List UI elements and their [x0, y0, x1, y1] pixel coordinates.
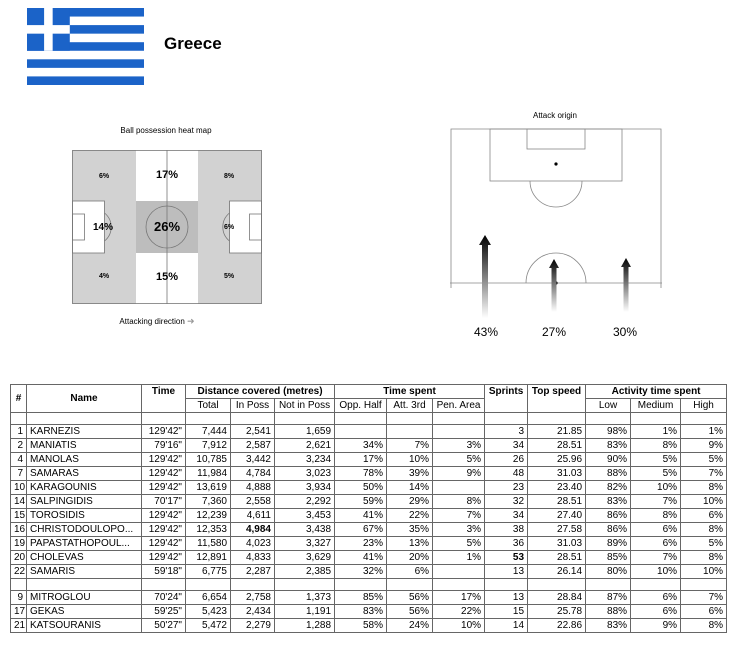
activity-medium: 10% — [631, 565, 681, 579]
spacer-row — [11, 579, 727, 591]
player-name: CHOLEVAS — [27, 551, 142, 565]
spacer-cell — [275, 579, 335, 591]
time-att-3rd: 24% — [387, 619, 433, 633]
attacking-direction-label — [110, 316, 204, 327]
spacer-cell — [231, 413, 275, 425]
time-att-3rd — [387, 425, 433, 439]
activity-high: 1% — [681, 425, 727, 439]
distance-total: 12,239 — [186, 509, 231, 523]
activity-high: 7% — [681, 591, 727, 605]
activity-low: 89% — [586, 537, 631, 551]
player-number: 7 — [11, 467, 27, 481]
top-speed: 26.14 — [528, 565, 586, 579]
subheader-pen-area: Pen. Area — [433, 399, 485, 413]
player-name: SALPINGIDIS — [27, 495, 142, 509]
spacer-cell — [631, 413, 681, 425]
sprints: 13 — [485, 565, 528, 579]
header-top-speed: Top speed — [528, 385, 586, 413]
distance-total: 6,775 — [186, 565, 231, 579]
distance-total: 7,444 — [186, 425, 231, 439]
time-pen-area — [433, 481, 485, 495]
player-number: 15 — [11, 509, 27, 523]
activity-low: 86% — [586, 523, 631, 537]
header-sprints: Sprints — [485, 385, 528, 413]
heatmap-pitch — [72, 150, 262, 304]
attack-right-value: 30% — [612, 325, 638, 339]
spacer-cell — [186, 579, 231, 591]
table-row — [11, 565, 727, 579]
activity-low: 82% — [586, 481, 631, 495]
top-speed: 27.58 — [528, 523, 586, 537]
activity-medium: 6% — [631, 591, 681, 605]
zone-center-middle: 26% — [153, 219, 181, 234]
distance-total: 7,360 — [186, 495, 231, 509]
subheader-medium: Medium — [631, 399, 681, 413]
activity-high: 5% — [681, 453, 727, 467]
player-time: 79'16" — [142, 439, 186, 453]
top-speed: 25.78 — [528, 605, 586, 619]
time-opp-half: 83% — [335, 605, 387, 619]
spacer-cell — [433, 413, 485, 425]
time-opp-half: 23% — [335, 537, 387, 551]
distance-in-poss: 2,587 — [231, 439, 275, 453]
distance-not-in-poss: 2,621 — [275, 439, 335, 453]
player-number: 14 — [11, 495, 27, 509]
player-name: SAMARAS — [27, 467, 142, 481]
time-att-3rd: 39% — [387, 467, 433, 481]
distance-not-in-poss: 2,292 — [275, 495, 335, 509]
arrow-right-icon: ➜ — [187, 316, 195, 326]
zone-left-top: 6% — [98, 173, 110, 180]
activity-low: 83% — [586, 495, 631, 509]
activity-low: 88% — [586, 467, 631, 481]
distance-not-in-poss: 3,023 — [275, 467, 335, 481]
activity-low: 88% — [586, 605, 631, 619]
distance-not-in-poss: 3,234 — [275, 453, 335, 467]
zone-left-bottom: 4% — [98, 273, 110, 280]
activity-medium: 1% — [631, 425, 681, 439]
distance-not-in-poss: 3,453 — [275, 509, 335, 523]
distance-not-in-poss: 2,385 — [275, 565, 335, 579]
time-opp-half: 85% — [335, 591, 387, 605]
player-name: PAPASTATHOPOUL... — [27, 537, 142, 551]
activity-high: 7% — [681, 467, 727, 481]
player-time: 129'42" — [142, 467, 186, 481]
table-row — [11, 425, 727, 439]
attack-center-value: 27% — [541, 325, 567, 339]
player-number: 10 — [11, 481, 27, 495]
activity-medium: 6% — [631, 537, 681, 551]
header-time: Time — [142, 385, 186, 413]
activity-medium: 7% — [631, 495, 681, 509]
player-time: 129'42" — [142, 453, 186, 467]
player-number: 22 — [11, 565, 27, 579]
player-number: 19 — [11, 537, 27, 551]
team-name: Greece — [164, 34, 222, 53]
time-opp-half: 58% — [335, 619, 387, 633]
time-pen-area: 22% — [433, 605, 485, 619]
distance-not-in-poss: 1,659 — [275, 425, 335, 439]
spacer-cell — [142, 413, 186, 425]
time-opp-half: 50% — [335, 481, 387, 495]
attack-arrow-center — [549, 259, 559, 312]
spacer-cell — [186, 413, 231, 425]
distance-total: 5,423 — [186, 605, 231, 619]
player-time: 59'18" — [142, 565, 186, 579]
top-speed: 27.40 — [528, 509, 586, 523]
spacer-cell — [631, 579, 681, 591]
distance-not-in-poss: 1,288 — [275, 619, 335, 633]
distance-in-poss: 4,611 — [231, 509, 275, 523]
distance-not-in-poss: 3,934 — [275, 481, 335, 495]
distance-in-poss: 4,888 — [231, 481, 275, 495]
sprints: 14 — [485, 619, 528, 633]
player-name: KARAGOUNIS — [27, 481, 142, 495]
player-time: 129'42" — [142, 551, 186, 565]
player-time: 129'42" — [142, 537, 186, 551]
top-speed: 28.51 — [528, 439, 586, 453]
subheader-att-3rd: Att. 3rd — [387, 399, 433, 413]
table-row — [11, 619, 727, 633]
distance-in-poss: 2,558 — [231, 495, 275, 509]
spacer-cell — [27, 579, 142, 591]
player-number: 4 — [11, 453, 27, 467]
activity-high: 8% — [681, 481, 727, 495]
spacer-cell — [11, 579, 27, 591]
time-att-3rd: 13% — [387, 537, 433, 551]
activity-medium: 6% — [631, 523, 681, 537]
time-opp-half: 41% — [335, 551, 387, 565]
spacer-cell — [387, 413, 433, 425]
sprints: 15 — [485, 605, 528, 619]
zone-right-bottom: 5% — [223, 273, 235, 280]
player-name: KATSOURANIS — [27, 619, 142, 633]
time-opp-half: 78% — [335, 467, 387, 481]
attack-left-value: 43% — [473, 325, 499, 339]
distance-not-in-poss: 1,373 — [275, 591, 335, 605]
distance-in-poss: 4,784 — [231, 467, 275, 481]
spacer-cell — [528, 413, 586, 425]
distance-total: 12,891 — [186, 551, 231, 565]
activity-high: 8% — [681, 551, 727, 565]
header-time-spent: Time spent — [335, 385, 485, 399]
header-number: # — [11, 385, 27, 413]
player-stats-table — [10, 384, 727, 633]
subheader-opp-half: Opp. Half — [335, 399, 387, 413]
player-number: 20 — [11, 551, 27, 565]
sprints: 3 — [485, 425, 528, 439]
time-opp-half: 59% — [335, 495, 387, 509]
time-opp-half: 67% — [335, 523, 387, 537]
activity-high: 6% — [681, 509, 727, 523]
distance-not-in-poss: 3,438 — [275, 523, 335, 537]
activity-low: 86% — [586, 509, 631, 523]
distance-in-poss: 2,541 — [231, 425, 275, 439]
spacer-cell — [433, 579, 485, 591]
distance-in-poss: 4,023 — [231, 537, 275, 551]
table-row — [11, 523, 727, 537]
sprints: 34 — [485, 439, 528, 453]
player-name: CHRISTODOULOPO... — [27, 523, 142, 537]
time-opp-half: 41% — [335, 509, 387, 523]
time-pen-area: 5% — [433, 537, 485, 551]
time-att-3rd: 29% — [387, 495, 433, 509]
spacer-cell — [142, 579, 186, 591]
top-speed: 21.85 — [528, 425, 586, 439]
player-time: 129'42" — [142, 523, 186, 537]
activity-low: 87% — [586, 591, 631, 605]
time-pen-area: 9% — [433, 467, 485, 481]
player-name: MANOLAS — [27, 453, 142, 467]
activity-low: 80% — [586, 565, 631, 579]
time-opp-half: 32% — [335, 565, 387, 579]
distance-in-poss: 4,833 — [231, 551, 275, 565]
activity-high: 5% — [681, 537, 727, 551]
activity-medium: 6% — [631, 605, 681, 619]
player-name: MANIATIS — [27, 439, 142, 453]
spacer-cell — [681, 413, 727, 425]
time-pen-area: 5% — [433, 453, 485, 467]
top-speed: 22.86 — [528, 619, 586, 633]
spacer-row — [11, 413, 727, 425]
sprints: 34 — [485, 509, 528, 523]
player-time: 50'27" — [142, 619, 186, 633]
player-time: 129'42" — [142, 425, 186, 439]
player-number: 9 — [11, 591, 27, 605]
table-row — [11, 551, 727, 565]
player-time: 129'42" — [142, 509, 186, 523]
time-pen-area: 3% — [433, 439, 485, 453]
spacer-cell — [681, 579, 727, 591]
activity-low: 90% — [586, 453, 631, 467]
spacer-cell — [11, 413, 27, 425]
activity-medium: 9% — [631, 619, 681, 633]
spacer-cell — [586, 579, 631, 591]
zone-center-bottom: 15% — [155, 271, 179, 283]
greece-flag — [27, 8, 144, 85]
distance-total: 6,654 — [186, 591, 231, 605]
activity-low: 85% — [586, 551, 631, 565]
time-pen-area — [433, 425, 485, 439]
table-row — [11, 467, 727, 481]
player-name: TOROSIDIS — [27, 509, 142, 523]
activity-medium: 8% — [631, 509, 681, 523]
spacer-cell — [231, 579, 275, 591]
top-speed: 28.51 — [528, 551, 586, 565]
distance-total: 10,785 — [186, 453, 231, 467]
table-row — [11, 537, 727, 551]
time-pen-area: 1% — [433, 551, 485, 565]
activity-low: 83% — [586, 439, 631, 453]
distance-total: 13,619 — [186, 481, 231, 495]
activity-high: 8% — [681, 619, 727, 633]
distance-total: 12,353 — [186, 523, 231, 537]
activity-high: 10% — [681, 495, 727, 509]
time-att-3rd: 10% — [387, 453, 433, 467]
distance-total: 11,984 — [186, 467, 231, 481]
subheader-in-poss: In Poss — [231, 399, 275, 413]
time-pen-area: 3% — [433, 523, 485, 537]
activity-low: 98% — [586, 425, 631, 439]
attack-arrow-left — [479, 235, 491, 318]
activity-medium: 5% — [631, 453, 681, 467]
spacer-cell — [485, 579, 528, 591]
time-att-3rd: 56% — [387, 591, 433, 605]
spacer-cell — [528, 579, 586, 591]
table-row — [11, 495, 727, 509]
time-opp-half: 17% — [335, 453, 387, 467]
attack-origin-pitch — [450, 128, 662, 348]
header-activity: Activity time spent — [586, 385, 727, 399]
spacer-cell — [335, 413, 387, 425]
distance-in-poss: 4,984 — [231, 523, 275, 537]
top-speed: 25.96 — [528, 453, 586, 467]
distance-in-poss: 2,434 — [231, 605, 275, 619]
distance-total: 7,912 — [186, 439, 231, 453]
player-time: 129'42" — [142, 481, 186, 495]
distance-in-poss: 2,287 — [231, 565, 275, 579]
distance-total: 5,472 — [186, 619, 231, 633]
table-row — [11, 481, 727, 495]
time-pen-area: 7% — [433, 509, 485, 523]
top-speed: 23.40 — [528, 481, 586, 495]
activity-medium: 8% — [631, 439, 681, 453]
heatmap-title: Ball possession heat map — [120, 126, 212, 135]
activity-low: 83% — [586, 619, 631, 633]
time-att-3rd: 7% — [387, 439, 433, 453]
player-number: 2 — [11, 439, 27, 453]
spacer-cell — [586, 413, 631, 425]
zone-right-middle: 6% — [223, 224, 235, 231]
activity-high: 10% — [681, 565, 727, 579]
player-number: 16 — [11, 523, 27, 537]
activity-medium: 5% — [631, 467, 681, 481]
player-name: MITROGLOU — [27, 591, 142, 605]
attacking-direction-text: Attacking direction — [119, 317, 185, 326]
player-time: 59'25" — [142, 605, 186, 619]
subheader-low: Low — [586, 399, 631, 413]
top-speed: 28.84 — [528, 591, 586, 605]
activity-medium: 10% — [631, 481, 681, 495]
time-att-3rd: 14% — [387, 481, 433, 495]
spacer-cell — [335, 579, 387, 591]
player-number: 21 — [11, 619, 27, 633]
table-row — [11, 453, 727, 467]
activity-high: 9% — [681, 439, 727, 453]
activity-high: 8% — [681, 523, 727, 537]
spacer-cell — [275, 413, 335, 425]
subheader-not-in-poss: Not in Poss — [275, 399, 335, 413]
sprints: 32 — [485, 495, 528, 509]
sprints: 53 — [485, 551, 528, 565]
top-speed: 31.03 — [528, 467, 586, 481]
activity-medium: 7% — [631, 551, 681, 565]
distance-in-poss: 2,758 — [231, 591, 275, 605]
distance-in-poss: 2,279 — [231, 619, 275, 633]
sprints: 48 — [485, 467, 528, 481]
sprints: 23 — [485, 481, 528, 495]
time-opp-half — [335, 425, 387, 439]
player-time: 70'24" — [142, 591, 186, 605]
table-row — [11, 591, 727, 605]
zone-left-middle: 14% — [92, 222, 114, 233]
sprints: 38 — [485, 523, 528, 537]
header-name: Name — [27, 385, 142, 413]
time-pen-area: 8% — [433, 495, 485, 509]
time-att-3rd: 35% — [387, 523, 433, 537]
player-time: 70'17" — [142, 495, 186, 509]
time-att-3rd: 20% — [387, 551, 433, 565]
player-name: SAMARIS — [27, 565, 142, 579]
distance-not-in-poss: 1,191 — [275, 605, 335, 619]
header-distance: Distance covered (metres) — [186, 385, 335, 399]
time-opp-half: 34% — [335, 439, 387, 453]
sprints: 36 — [485, 537, 528, 551]
distance-not-in-poss: 3,327 — [275, 537, 335, 551]
player-name: GEKAS — [27, 605, 142, 619]
zone-center-top: 17% — [155, 169, 179, 181]
table-row — [11, 605, 727, 619]
time-pen-area — [433, 565, 485, 579]
subheader-total: Total — [186, 399, 231, 413]
distance-not-in-poss: 3,629 — [275, 551, 335, 565]
distance-total: 11,580 — [186, 537, 231, 551]
time-pen-area: 10% — [433, 619, 485, 633]
time-att-3rd: 22% — [387, 509, 433, 523]
time-att-3rd: 6% — [387, 565, 433, 579]
subheader-high: High — [681, 399, 727, 413]
top-speed: 28.51 — [528, 495, 586, 509]
time-att-3rd: 56% — [387, 605, 433, 619]
spacer-cell — [387, 579, 433, 591]
zone-right-top: 8% — [223, 173, 235, 180]
distance-in-poss: 3,442 — [231, 453, 275, 467]
player-name: KARNEZIS — [27, 425, 142, 439]
table-row — [11, 439, 727, 453]
activity-high: 6% — [681, 605, 727, 619]
table-row — [11, 509, 727, 523]
time-pen-area: 17% — [433, 591, 485, 605]
player-number: 17 — [11, 605, 27, 619]
top-speed: 31.03 — [528, 537, 586, 551]
sprints: 26 — [485, 453, 528, 467]
spacer-cell — [27, 413, 142, 425]
spacer-cell — [485, 413, 528, 425]
sprints: 13 — [485, 591, 528, 605]
attack-origin-title: Attack origin — [532, 111, 578, 120]
player-number: 1 — [11, 425, 27, 439]
attack-arrow-right — [621, 258, 631, 312]
